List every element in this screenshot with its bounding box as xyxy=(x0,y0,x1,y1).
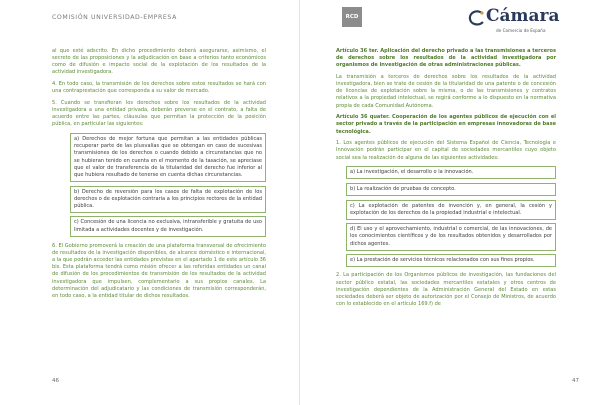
left-box-c: c) Concesión de una licencia no exclusiva, intransferible y gratuita de uso limitada a actividades docentes y de investigación. xyxy=(70,216,266,236)
header-title: COMISIÓN UNIVERSIDAD-EMPRESA xyxy=(52,14,177,21)
right-box-b: b) La realización de pruebas de concepto. xyxy=(346,183,556,196)
page-number-left: 46 xyxy=(52,378,59,384)
left-paragraph-continuation: al que esté adscrito. En dicho procedimiento deberá asegurarse, asimismo, el secreto de las proposiciones y la adjudicación en base a criterios tanto económicos como de difusión e impacto social de la explotación de los resultados de la actividad investigadora. xyxy=(52,48,266,76)
article-36-quater-title: Artículo 36 quater. Cooperación de los agentes públicos de ejecución con el sector privado a través de la participación en empresas innovadoras de base tecnológica. xyxy=(336,114,556,135)
article-36-ter-body: La transmisión a terceros de derechos sobre los resultados de la actividad investigadora, bien se trate de cesión de la titularidad de una patente o de concesión de licencias de explotación sobre la misma, o de las transmisiones y contratos relativos a la propiedad intelectual, se regirá conforme a lo dispuesto en la normativa propia de cada Comunidad Autónoma. xyxy=(336,73,556,109)
camara-logo xyxy=(468,6,560,36)
left-column xyxy=(52,48,266,305)
left-paragraph-6: 6. El Gobierno promoverá la creación de una plataforma transversal de ofrecimiento de resultados de la investigación disponibles, de alcance doméstico e internacional, a la que podrán acceder las entidades previstas en el apartado 1 de este artículo 36 bis. Esta plataforma tendrá como misión ofrecer a las referidas entidades un canal de difusión de los procedimientos de transmisión de los resultados de la actividad investigadora que impulsen, complementario a sus propios canales. La determinación del adjudicatario y las condiciones de transmisión corresponderán, en todo caso, a la entidad titular de dichos resultados. xyxy=(52,242,266,299)
right-box-d: d) El uso y el aprovechamiento, industrial o comercial, de las innovaciones, de los conocimientos científicos y de los resultados obtenidos y desarrollados por dichos agentes. xyxy=(346,223,556,250)
article-36-quater-paragraph-1: 1. Los agentes públicos de ejecución del Sistema Español de Ciencia, Tecnología e Innovación podrán participar en el capital de sociedades mercantiles cuyo objeto social sea la realización de alguna de las siguientes actividades: xyxy=(336,140,556,161)
right-box-a: a) La investigación, el desarrollo o la innovación. xyxy=(346,166,556,179)
camara-name: Cámara xyxy=(486,6,560,26)
right-box-e: e) La prestación de servicios técnicos relacionados con sus fines propios. xyxy=(346,254,556,267)
camara-subtitle: de Comercio de España xyxy=(496,28,546,33)
left-box-b: b) Derecho de reversión para los casos de falta de explotación de los derechos o de explotación contraria a los principios rectores de la entidad pública. xyxy=(70,186,266,213)
rcd-logo: RCD xyxy=(342,7,362,27)
right-column xyxy=(336,48,556,313)
left-paragraph-4: 4. En todo caso, la transmisión de los derechos sobre estos resultados se hará con una contraprestación que corresponda a su valor de mercado. xyxy=(52,81,266,95)
right-box-c: c) La explotación de patentes de invención y, en general, la cesión y explotación de los derechos de la propiedad industrial e intelectual. xyxy=(346,200,556,220)
article-36-ter-title: Artículo 36 ter. Aplicación del derecho privado a las transmisiones a terceros de derechos sobre los resultados de la actividad investigadora por organismos de investigación de otras administraciones públicas. xyxy=(336,48,556,69)
left-box-a: a) Derechos de mejor fortuna que permitan a las entidades públicas recuperar parte de las plusvalías que se obtengan en caso de sucesivas transmisiones de los derechos o cuando debido a circunstancias que no se hubieran tenido en cuenta en el momento de la tasación, se apreciase que el valor de transferencia de la titularidad del derecho fue inferior al que hubiera resultado de tenerse en cuenta dichas circunstancias. xyxy=(70,133,266,182)
camara-swirl-icon xyxy=(468,9,486,27)
page-number-right: 47 xyxy=(572,378,579,384)
left-paragraph-5: 5. Cuando se transfieran los derechos sobre los resultados de la actividad investigadora a una entidad privada, deberán preverse en el contrato, a falta de acuerdo entre las partes, cláusulas que permitan la protección de la posición pública, en particular las siguientes: xyxy=(52,99,266,128)
article-36-quater-paragraph-2: 2. La participación de los Organismos públicos de investigación, las fundaciones del sector público estatal, las sociedades mercantiles estatales y otros centros de investigación dependientes de la Administración General del Estado en estas sociedades deberá ser objeto de autorización por el Consejo de Ministros, de acuerdo con lo establecido en el artículo 169.f) de xyxy=(336,272,556,308)
